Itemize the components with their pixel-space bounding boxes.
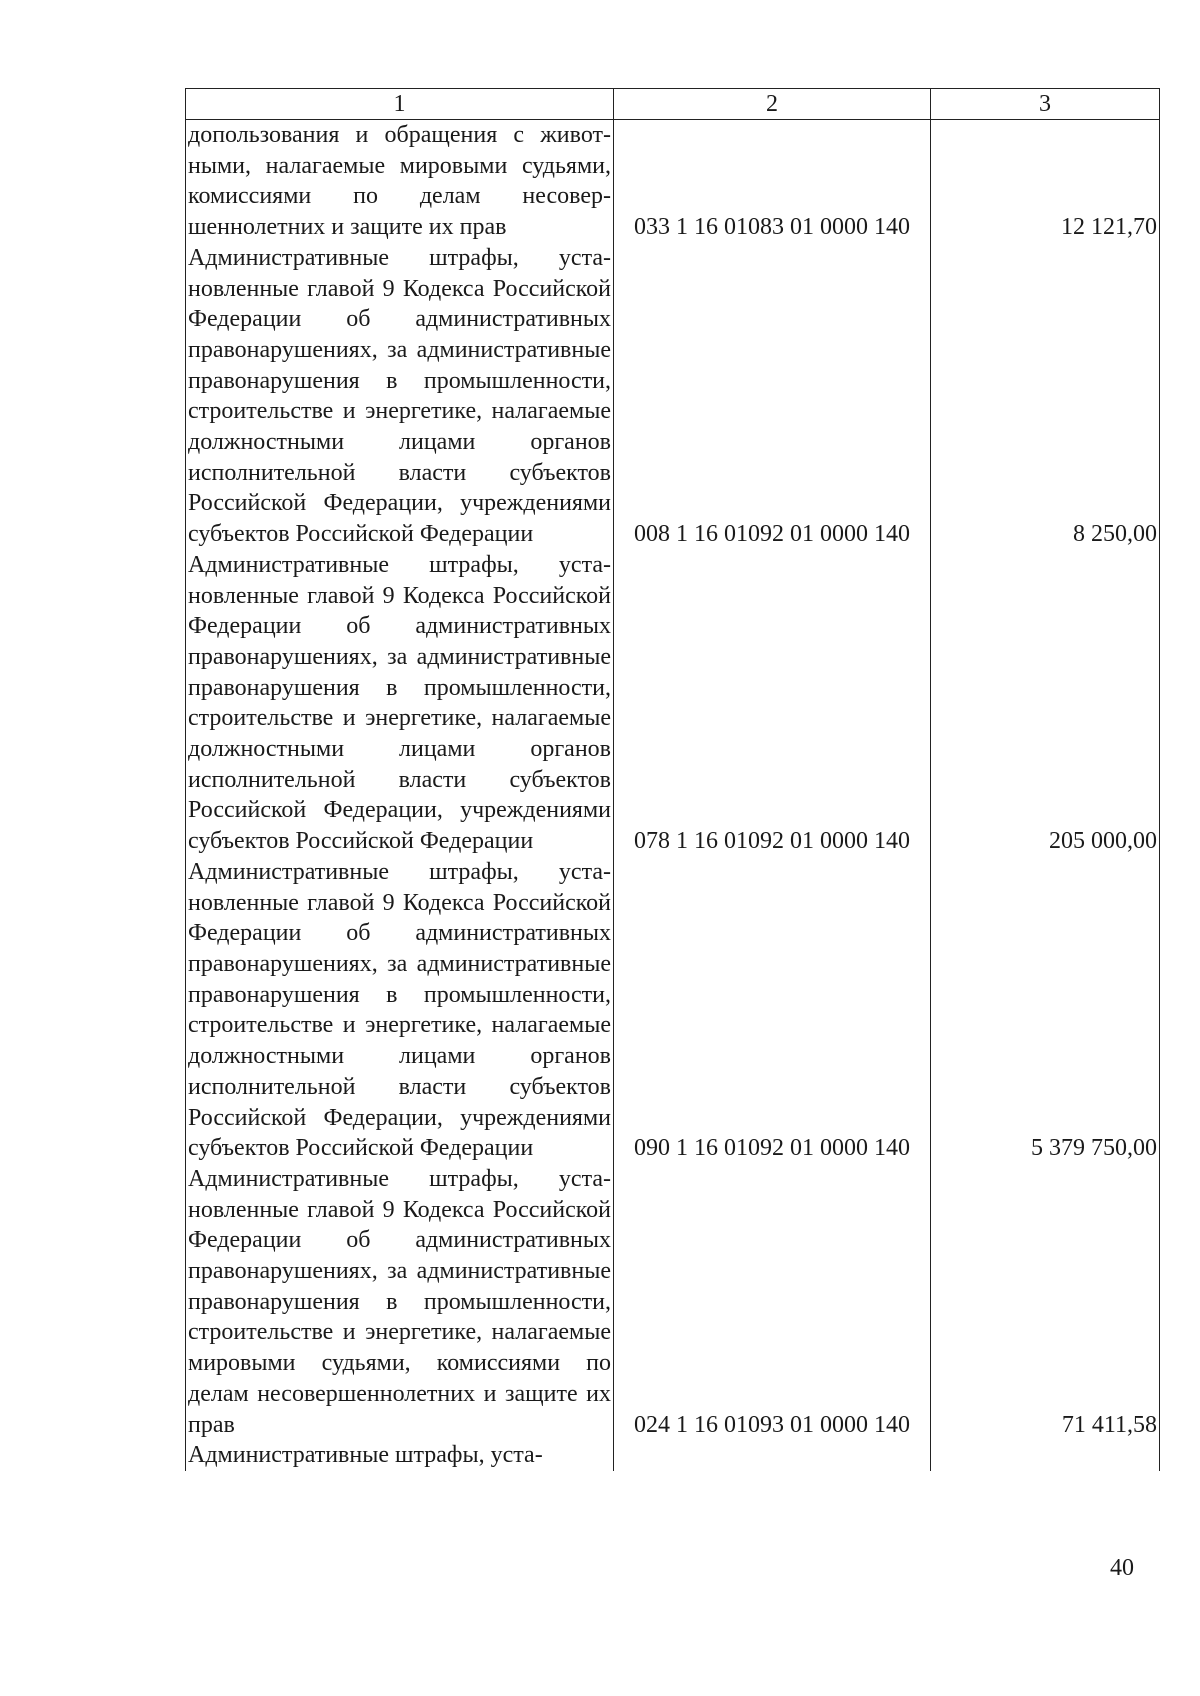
row-description: Административные штрафы, установленные главой 9 Кодекса Российской Федерации об административных правонарушениях, за административные правонарушения в промышленности, строительстве и энергетике, налагаемые должностными лицами органов исполнительной власти субъектов Российской Федерации, учреждениями субъектов Российской Федерации [186, 550, 614, 857]
revenue-table [185, 88, 1160, 1471]
row-budget-code: 078 1 16 01092 01 0000 140 [614, 550, 931, 857]
column-header-1: 1 [186, 89, 614, 120]
row-description: допользования и обращения с животными, налагаемые мировыми судьями, комиссиями по делам несовершеннолетних и защите их прав [186, 120, 614, 243]
revenue-table-container [185, 88, 1159, 1471]
row-budget-code: 033 1 16 01083 01 0000 140 [614, 120, 931, 243]
table-row [186, 857, 1160, 1164]
page-number: 40 [1110, 1555, 1134, 1581]
table-row-continuation [186, 1440, 1160, 1471]
row-amount: 71 411,58 [931, 1164, 1160, 1440]
row-description: Административные штрафы, установленные главой 9 Кодекса Российской Федерации об административных правонарушениях, за административные правонарушения в промышленности, строительстве и энергетике, налагаемые должностными лицами органов исполнительной власти субъектов Российской Федерации, учреждениями субъектов Российской Федерации [186, 243, 614, 550]
table-row [186, 1164, 1160, 1440]
row-amount: 8 250,00 [931, 243, 1160, 550]
column-header-2: 2 [614, 89, 931, 120]
table-row [186, 550, 1160, 857]
row-amount: 5 379 750,00 [931, 857, 1160, 1164]
table-row [186, 243, 1160, 550]
row-amount: 205 000,00 [931, 550, 1160, 857]
row-amount [931, 1440, 1160, 1471]
row-budget-code: 090 1 16 01092 01 0000 140 [614, 857, 931, 1164]
column-header-3: 3 [931, 89, 1160, 120]
row-amount: 12 121,70 [931, 120, 1160, 243]
table-row [186, 120, 1160, 243]
row-description: Административные штрафы, уста- [186, 1440, 614, 1471]
row-budget-code: 024 1 16 01093 01 0000 140 [614, 1164, 931, 1440]
row-description: Административные штрафы, установленные главой 9 Кодекса Российской Федерации об административных правонарушениях, за административные правонарушения в промышленности, строительстве и энергетике, налагаемые должностными лицами органов исполнительной власти субъектов Российской Федерации, учреждениями субъектов Российской Федерации [186, 857, 614, 1164]
row-description: Административные штрафы, установленные главой 9 Кодекса Российской Федерации об административных правонарушениях, за административные правонарушения в промышленности, строительстве и энергетике, налагаемые мировыми судьями, комиссиями по делам несовершеннолетних и защите их прав [186, 1164, 614, 1440]
table-header-row [186, 89, 1160, 120]
row-budget-code [614, 1440, 931, 1471]
row-budget-code: 008 1 16 01092 01 0000 140 [614, 243, 931, 550]
